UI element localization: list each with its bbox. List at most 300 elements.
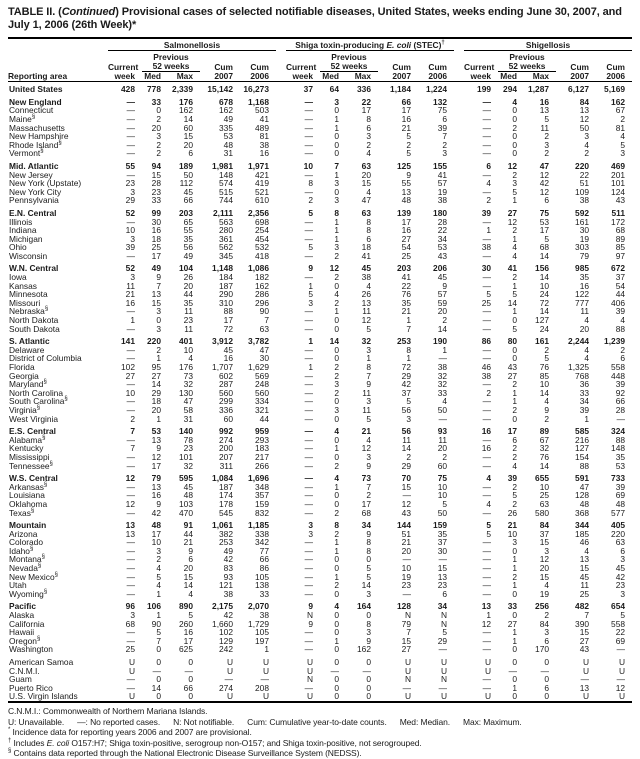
column-gap <box>276 436 286 445</box>
column-gap <box>454 141 464 150</box>
cell: 64 <box>329 84 339 95</box>
footnote-marker: § <box>29 546 34 553</box>
cell: 959 <box>255 426 269 437</box>
cell: 515 <box>219 186 233 197</box>
cell: — <box>482 272 492 283</box>
cell: 655 <box>535 473 550 484</box>
cell: — <box>304 122 313 133</box>
cell: 25 <box>539 490 550 501</box>
column-gap <box>276 316 286 325</box>
cell: — <box>126 507 135 518</box>
cell: 12 <box>539 169 550 180</box>
cell: 1,729 <box>248 618 269 629</box>
cell: 17 <box>401 216 411 227</box>
footnote-cnmi: C.N.M.I.: Commonwealth of Northern Mariana Islands. <box>8 705 208 716</box>
cell: 5 <box>512 323 518 334</box>
cell: 511 <box>611 207 626 218</box>
cell: 69 <box>615 490 626 501</box>
cell: 3 <box>130 610 135 621</box>
table-row <box>8 372 632 381</box>
table-row <box>8 692 632 702</box>
cell: U <box>262 665 269 676</box>
table-row <box>8 316 632 325</box>
cell: — <box>482 122 492 133</box>
column-gap <box>454 316 464 325</box>
cum-label: Cum <box>606 61 626 72</box>
table-row <box>8 290 632 299</box>
cum-2007-label: 2007 <box>378 71 418 82</box>
table-row <box>8 325 632 334</box>
cell: 242 <box>219 644 233 655</box>
cell: 2 <box>334 580 339 591</box>
cell: 321 <box>255 404 269 415</box>
cell: 39 <box>579 404 590 415</box>
cell: 201 <box>611 169 626 180</box>
cell: 39 <box>615 481 626 492</box>
cum-2006-label: 2006 <box>596 71 632 82</box>
cell: — <box>402 490 411 501</box>
cell: 1 <box>512 554 518 565</box>
cell: 132 <box>433 96 448 107</box>
cell: 296 <box>255 297 269 308</box>
cell: 139 <box>397 207 411 218</box>
cell: — <box>482 460 492 471</box>
cell: — <box>126 169 135 180</box>
column-gap <box>454 82 464 94</box>
cell: 2 <box>512 498 518 509</box>
cell: U <box>306 657 313 667</box>
cell: 10 <box>125 225 135 236</box>
cell: 361 <box>219 233 233 244</box>
cell: — <box>482 588 492 599</box>
cell: 532 <box>255 242 269 253</box>
cell: 21 <box>401 122 411 133</box>
cell: 9 <box>156 443 161 454</box>
cell: 13 <box>361 297 371 308</box>
cell: 5 <box>156 627 161 638</box>
cell: 12 <box>539 554 550 565</box>
cell: — <box>304 635 313 646</box>
cell: — <box>304 148 313 159</box>
row-label: Montana§ <box>9 554 45 565</box>
cell: — <box>438 644 448 655</box>
row-label: Utah <box>9 580 27 591</box>
cell: 17 <box>183 635 193 646</box>
legend-item: U: Unavailable. <box>8 716 65 727</box>
cell: 72 <box>539 297 550 308</box>
cell: 12 <box>401 498 411 509</box>
cell: 5 <box>406 396 411 407</box>
cell: 4 <box>334 289 339 300</box>
table-body <box>8 82 632 702</box>
cell: 9 <box>308 601 313 612</box>
cell: 38 <box>223 588 233 599</box>
cell: 45 <box>579 571 590 582</box>
cell: 9 <box>308 263 313 274</box>
cell: 39 <box>615 306 626 317</box>
cell: 2 <box>544 413 550 424</box>
column-gap <box>454 675 464 684</box>
table-row <box>8 564 632 573</box>
cell: 15 <box>539 537 550 548</box>
cell: 27 <box>507 618 518 629</box>
cell: 84 <box>539 618 550 629</box>
cell: 10 <box>539 481 550 492</box>
table-row <box>8 667 632 676</box>
cell: 101 <box>179 451 193 462</box>
cell: U <box>582 665 590 676</box>
table-row <box>8 282 632 291</box>
cell: 0 <box>188 674 193 685</box>
row-label: Hawaii <box>9 627 35 638</box>
cell: 220 <box>147 336 161 347</box>
cell: 5 <box>442 627 448 638</box>
cell: — <box>304 473 313 484</box>
cell: 29 <box>125 195 135 206</box>
cell: 63 <box>361 207 371 218</box>
cell: U <box>618 657 626 667</box>
cell: 57 <box>437 289 448 300</box>
column-gap <box>454 196 464 205</box>
column-gap <box>454 590 464 599</box>
cell: 2 <box>156 139 161 150</box>
cell: 14 <box>539 387 550 398</box>
cell: 203 <box>397 263 411 274</box>
cell: 13 <box>151 289 161 300</box>
cell: U <box>262 691 269 702</box>
cell: 733 <box>611 473 626 484</box>
cell: 1 <box>334 635 339 646</box>
cell: 33 <box>507 601 518 612</box>
row-label: Puerto Rico <box>9 682 53 693</box>
column-gap <box>276 299 286 308</box>
cell: 176 <box>179 96 193 107</box>
cell: — <box>438 554 448 565</box>
cell: 45 <box>183 186 193 197</box>
column-gap <box>276 82 286 94</box>
cell: 90 <box>259 306 269 317</box>
cell: 93 <box>223 571 233 582</box>
cell: 5 <box>308 207 313 218</box>
cell: 81 <box>259 131 269 142</box>
table-row <box>8 273 632 282</box>
cell: — <box>304 370 313 381</box>
cell: — <box>126 627 135 638</box>
cell: 1 <box>512 387 518 398</box>
cell: U <box>404 691 411 702</box>
table-row <box>8 252 632 261</box>
cell: 32 <box>437 370 448 381</box>
cell: 1 <box>512 233 518 244</box>
cell: — <box>482 451 492 462</box>
cell: 18 <box>361 242 371 253</box>
cell: 21 <box>125 289 135 300</box>
column-gap <box>276 106 286 115</box>
footnote-dagger: † Includes E. coli O157:H7; Shiga toxin-positive, serogroup non-O157; and Shiga toxin-positive, not serogrouped. <box>8 737 422 748</box>
cell: 23 <box>125 178 135 189</box>
cell: 105 <box>255 571 269 582</box>
cell: 161 <box>535 336 550 347</box>
table-row <box>8 483 632 492</box>
cell: 625 <box>179 644 193 655</box>
cell: 13 <box>579 105 590 116</box>
table-row <box>8 264 632 273</box>
cell: — <box>304 507 313 518</box>
cell: 454 <box>255 233 269 244</box>
cell: — <box>304 554 313 565</box>
column-gap <box>454 264 464 273</box>
cell: 4 <box>156 563 161 574</box>
cell: 55 <box>125 160 135 171</box>
cell: 35 <box>615 451 626 462</box>
legend-item: Med: Median. <box>399 716 451 727</box>
cell: 15 <box>401 635 411 646</box>
cell: 66 <box>183 195 193 206</box>
cell: U <box>128 665 135 676</box>
cell: 1,086 <box>248 263 269 274</box>
cell: 1 <box>584 413 590 424</box>
cell: 7 <box>156 280 161 291</box>
cell: 1,224 <box>426 84 448 95</box>
cell: 0 <box>334 674 339 685</box>
column-gap <box>276 637 286 646</box>
cell: — <box>362 665 371 676</box>
row-label: Delaware <box>9 344 45 355</box>
column-gap <box>454 530 464 539</box>
cell: 77 <box>259 545 269 556</box>
cell: — <box>126 113 135 124</box>
cell: 0 <box>156 105 161 116</box>
table-row <box>8 573 632 582</box>
cell: — <box>482 627 492 638</box>
cell: 203 <box>179 207 193 218</box>
cell: 469 <box>611 160 626 171</box>
column-gap <box>276 491 286 500</box>
cell: 144 <box>397 520 411 531</box>
cell: — <box>482 490 492 501</box>
column-gap <box>276 252 286 261</box>
cell: U <box>440 665 448 676</box>
column-group-salmonellosis: Salmonellosis <box>108 38 276 51</box>
cell: 20 <box>361 169 371 180</box>
cell: 3 <box>620 554 626 565</box>
cell: 125 <box>397 160 411 171</box>
cell: 15 <box>151 169 161 180</box>
cell: 20 <box>151 122 161 133</box>
column-gap <box>276 282 286 291</box>
cell: 9 <box>188 545 193 556</box>
cell: 199 <box>477 84 492 95</box>
cell: — <box>126 481 135 492</box>
cell: 4 <box>486 178 492 189</box>
cell: 6 <box>620 353 626 364</box>
cell: 43 <box>579 644 590 655</box>
cell: 8 <box>366 537 371 548</box>
cell: 16 <box>401 113 411 124</box>
cell: 1 <box>308 336 313 347</box>
column-gap <box>454 444 464 453</box>
cell: 3 <box>156 545 161 556</box>
cell: 13 <box>125 520 135 531</box>
cell: 0 <box>366 554 371 565</box>
cell: 206 <box>433 263 448 274</box>
cell: — <box>304 545 313 556</box>
column-gap <box>454 564 464 573</box>
cell: 27 <box>507 370 518 381</box>
cell: 49 <box>223 113 233 124</box>
cell: 14 <box>437 323 448 334</box>
table-row <box>8 389 632 398</box>
cell: 3 <box>366 131 371 142</box>
cell: 592 <box>575 207 590 218</box>
cell: — <box>304 644 313 655</box>
cell: 421 <box>255 169 269 180</box>
row-label: Michigan <box>9 233 43 244</box>
cell: 4 <box>512 242 518 253</box>
cell: 63 <box>361 160 371 171</box>
cell: 405 <box>611 520 626 531</box>
cell: 4 <box>512 250 518 261</box>
cell: 2 <box>512 571 518 582</box>
column-gap <box>454 521 464 530</box>
cell: 2 <box>406 139 411 150</box>
table-row <box>8 547 632 556</box>
cell: — <box>402 588 411 599</box>
cell: 14 <box>539 250 550 261</box>
cell: 2 <box>334 528 339 539</box>
cell: 0 <box>366 657 371 667</box>
cell: — <box>482 481 492 492</box>
column-gap <box>276 474 286 483</box>
cell: 7 <box>406 323 411 334</box>
cell: 2 <box>308 195 313 206</box>
cell: 19 <box>579 233 590 244</box>
cell: — <box>482 507 492 518</box>
column-gap <box>276 124 286 133</box>
cell: 22 <box>361 96 371 107</box>
cell: 43 <box>437 250 448 261</box>
cell: — <box>126 131 135 142</box>
cell: 0 <box>512 691 518 702</box>
cell: 6,127 <box>568 84 590 95</box>
footnote-marker: § <box>64 396 68 403</box>
cell: 89 <box>539 426 550 437</box>
column-gap <box>454 38 464 82</box>
cell: 28 <box>151 178 161 189</box>
cell: 29 <box>151 387 161 398</box>
cell: 53 <box>539 216 550 227</box>
cell: 0 <box>334 315 339 326</box>
cell: 1 <box>512 682 518 693</box>
row-label: E.N. Central <box>9 207 57 218</box>
week-label: week <box>286 71 320 82</box>
cell: 13 <box>579 554 590 565</box>
cell: 34 <box>361 520 371 531</box>
cell: 1 <box>334 169 339 180</box>
cell: 266 <box>255 460 269 471</box>
cell: 25 <box>125 644 135 655</box>
cell: 3 <box>366 344 371 355</box>
cell: — <box>304 434 313 445</box>
cell: 9 <box>366 460 371 471</box>
footnote-marker: § <box>41 554 45 561</box>
table-row <box>8 509 632 518</box>
cell: 16 <box>151 225 161 236</box>
cell: 29 <box>437 635 448 646</box>
cell: 0 <box>544 674 550 685</box>
column-gap <box>454 415 464 424</box>
cell: 0 <box>334 588 339 599</box>
cell: 15 <box>361 178 371 189</box>
cell: 48 <box>151 520 161 531</box>
cell: 12 <box>507 216 518 227</box>
cell: 25 <box>579 588 590 599</box>
cell: 1 <box>512 563 518 574</box>
cell: — <box>304 451 313 462</box>
cell: 38 <box>259 610 269 621</box>
cell: 2 <box>620 113 626 124</box>
cell: 72 <box>401 362 411 372</box>
cell: 180 <box>433 207 448 218</box>
cell: 0 <box>512 353 518 364</box>
cell: 0 <box>334 323 339 334</box>
cell: N <box>440 618 448 629</box>
cell: — <box>616 644 626 655</box>
cell: 12 <box>125 498 135 509</box>
cell: 11 <box>184 306 193 317</box>
cell: 15 <box>151 297 161 308</box>
cell: 368 <box>575 507 590 518</box>
cell: 489 <box>255 122 269 133</box>
column-gap <box>454 380 464 389</box>
cell: 15,142 <box>207 84 233 95</box>
cell: 0 <box>512 545 518 556</box>
cell: — <box>126 122 135 133</box>
cell: 3 <box>308 528 313 539</box>
column-gap <box>276 573 286 582</box>
cell: 33 <box>579 387 590 398</box>
cell: — <box>126 434 135 445</box>
cell: 9 <box>406 169 411 180</box>
cell: — <box>126 490 135 501</box>
table-row <box>8 162 632 171</box>
cell: — <box>304 113 313 124</box>
cell: 66 <box>183 682 193 693</box>
cell: 428 <box>121 84 135 95</box>
cell: N <box>306 610 313 621</box>
cell: — <box>508 665 518 676</box>
cell: 0 <box>366 674 371 685</box>
cell: 13 <box>151 481 161 492</box>
footnote-marker: § <box>54 571 58 578</box>
cell: — <box>482 571 492 582</box>
cell: 11 <box>402 434 411 445</box>
row-label: Iowa <box>9 272 27 283</box>
cell: 1 <box>512 195 518 206</box>
cell: 162 <box>357 644 371 655</box>
cell: 55 <box>401 178 411 189</box>
column-gap <box>276 444 286 453</box>
cell: — <box>304 387 313 398</box>
cell: 2 <box>512 481 518 492</box>
column-gap <box>454 132 464 141</box>
cell: 68 <box>539 242 550 253</box>
cell: 1 <box>156 588 161 599</box>
cell: 12 <box>615 682 626 693</box>
cell: — <box>304 233 313 244</box>
cell: 336 <box>219 404 233 415</box>
cell: 20 <box>183 280 193 291</box>
